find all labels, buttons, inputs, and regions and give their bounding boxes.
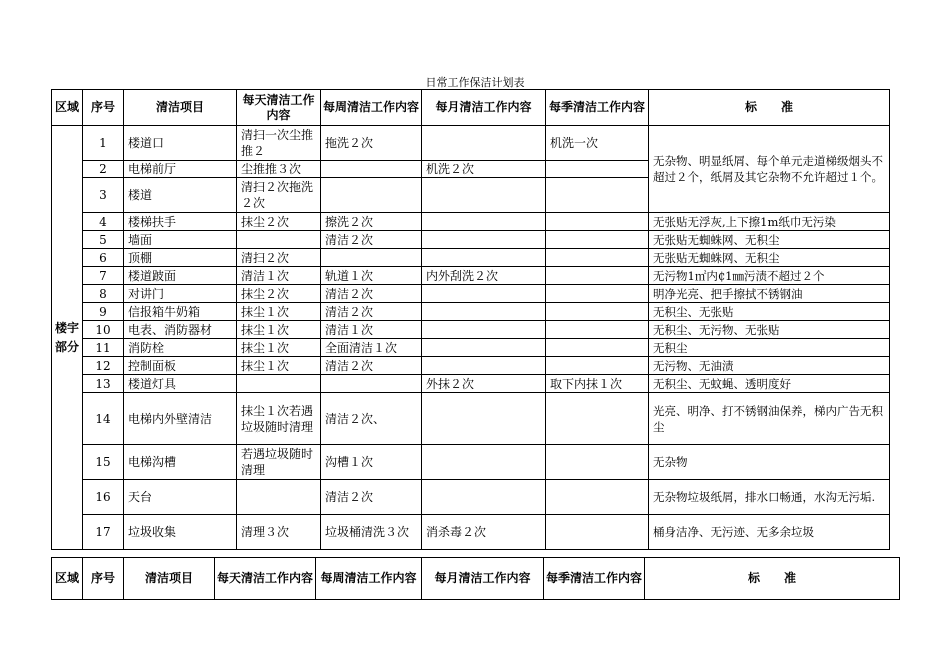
footer-header-item: 清洁项目: [124, 558, 215, 600]
seq-cell: 15: [83, 445, 124, 480]
seq-cell: 17: [83, 515, 124, 550]
monthly-cell: [422, 178, 546, 213]
monthly-cell: [422, 249, 546, 267]
seq-cell: 16: [83, 480, 124, 515]
item-cell: 对讲门: [124, 285, 237, 303]
quarterly-cell: [546, 303, 649, 321]
quarterly-cell: [546, 285, 649, 303]
seq-cell: 7: [83, 267, 124, 285]
header-standard: 标 准: [649, 90, 890, 126]
table-row: [52, 375, 890, 393]
daily-cell: 抹尘１次: [237, 303, 321, 321]
weekly-cell: 清洁２次、: [321, 393, 422, 445]
quarterly-cell: 机洗一次: [546, 126, 649, 161]
standard-cell: 无张贴无浮灰,上下擦1m纸巾无污染: [649, 213, 890, 231]
item-cell: 垃圾收集: [124, 515, 237, 550]
seq-cell: 3: [83, 178, 124, 213]
item-cell: 楼道口: [124, 126, 237, 161]
quarterly-cell: [546, 231, 649, 249]
item-cell: 消防栓: [124, 339, 237, 357]
weekly-cell: [321, 178, 422, 213]
item-cell: 电表、消防器材: [124, 321, 237, 339]
header-quarterly: 每季清洁工作内容: [546, 90, 649, 126]
daily-cell: 若遇垃圾随时清理: [237, 445, 321, 480]
standard-cell: 无张贴无蜘蛛网、无积尘: [649, 231, 890, 249]
cleaning-plan-table: [51, 89, 890, 550]
daily-cell: 尘推推３次: [237, 161, 321, 178]
footer-header-weekly: 每周清洁工作内容: [316, 558, 422, 600]
daily-cell: 清扫２次: [237, 249, 321, 267]
daily-cell: 清洁１次: [237, 267, 321, 285]
daily-cell: [237, 375, 321, 393]
daily-cell: 清扫一次尘推推２: [237, 126, 321, 161]
seq-cell: 10: [83, 321, 124, 339]
standard-cell: 无积尘、无张贴: [649, 303, 890, 321]
header-weekly: 每周清洁工作内容: [321, 90, 422, 126]
header-item: 清洁项目: [124, 90, 237, 126]
quarterly-cell: [546, 249, 649, 267]
header-daily: 每天清洁工作内容: [237, 90, 321, 126]
standard-cell: 无积尘、无蚊蝇、透明度好: [649, 375, 890, 393]
standard-cell: 光亮、明净、打不锈钢油保养，梯内广告无积尘: [649, 393, 890, 445]
monthly-cell: [422, 393, 546, 445]
weekly-cell: 全面清洁１次: [321, 339, 422, 357]
quarterly-cell: [546, 393, 649, 445]
daily-cell: 清理３次: [237, 515, 321, 550]
daily-cell: 抹尘１次: [237, 321, 321, 339]
item-cell: 楼道: [124, 178, 237, 213]
item-cell: 楼道跛面: [124, 267, 237, 285]
weekly-cell: [321, 161, 422, 178]
item-cell: 楼梯扶手: [124, 213, 237, 231]
standard-cell: 无张贴无蜘蛛网、无积尘: [649, 249, 890, 267]
table-row: [52, 393, 890, 445]
monthly-cell: [422, 321, 546, 339]
daily-cell: 抹尘１次若遇垃圾随时清理: [237, 393, 321, 445]
item-cell: 顶棚: [124, 249, 237, 267]
item-cell: 信报箱牛奶箱: [124, 303, 237, 321]
footer-header-daily: 每天清洁工作内容: [215, 558, 316, 600]
monthly-cell: [422, 480, 546, 515]
daily-cell: 抹尘２次: [237, 213, 321, 231]
footer-header-standard: 标 准: [645, 558, 900, 600]
item-cell: 天台: [124, 480, 237, 515]
monthly-cell: [422, 126, 546, 161]
seq-cell: 1: [83, 126, 124, 161]
table-row: [52, 321, 890, 339]
weekly-cell: 拖洗２次: [321, 126, 422, 161]
quarterly-cell: [546, 515, 649, 550]
quarterly-cell: [546, 480, 649, 515]
weekly-cell: 清洁２次: [321, 231, 422, 249]
daily-cell: [237, 480, 321, 515]
header-row: [52, 90, 890, 126]
weekly-cell: 清洁２次: [321, 303, 422, 321]
table-row: [52, 515, 890, 550]
standard-cell: 无杂物: [649, 445, 890, 480]
monthly-cell: [422, 213, 546, 231]
standard-cell: 无杂物、明显纸屑、每个单元走道梯级烟头不超过２个，纸屑及其它杂物不允许超过１个。: [649, 126, 890, 213]
table-row: [52, 480, 890, 515]
weekly-cell: 清洁２次: [321, 285, 422, 303]
weekly-cell: 清洁２次: [321, 480, 422, 515]
table-row: [52, 231, 890, 249]
item-cell: 电梯内外壁清洁: [124, 393, 237, 445]
footer-header-area: 区域: [52, 558, 83, 600]
table-row: [52, 249, 890, 267]
table-row: [52, 445, 890, 480]
footer-header-quarterly: 每季清洁工作内容: [544, 558, 645, 600]
monthly-cell: [422, 303, 546, 321]
item-cell: 电梯沟槽: [124, 445, 237, 480]
table-row: [52, 357, 890, 375]
standard-cell: 无杂物垃圾纸屑，排水口畅通，水沟无污垢.: [649, 480, 890, 515]
monthly-cell: [422, 285, 546, 303]
item-cell: 电梯前厅: [124, 161, 237, 178]
page-title: 日常工作保洁计划表: [425, 76, 525, 89]
monthly-cell: [422, 445, 546, 480]
item-cell: 墙面: [124, 231, 237, 249]
standard-cell: 无积尘、无污物、无张贴: [649, 321, 890, 339]
standard-cell: 无积尘: [649, 339, 890, 357]
table-row: [52, 285, 890, 303]
weekly-cell: 擦洗２次: [321, 213, 422, 231]
table-row: [52, 126, 890, 161]
footer-header-monthly: 每月清洁工作内容: [422, 558, 544, 600]
quarterly-cell: [546, 213, 649, 231]
daily-cell: 抹尘２次: [237, 285, 321, 303]
header-monthly: 每月清洁工作内容: [422, 90, 546, 126]
quarterly-cell: [546, 321, 649, 339]
item-cell: 控制面板: [124, 357, 237, 375]
monthly-cell: [422, 339, 546, 357]
seq-cell: 12: [83, 357, 124, 375]
quarterly-cell: [546, 445, 649, 480]
seq-cell: 14: [83, 393, 124, 445]
standard-cell: 无污物1㎡内₵1㎜污渍不超过２个: [649, 267, 890, 285]
daily-cell: [237, 231, 321, 249]
table-row: [52, 267, 890, 285]
seq-cell: 11: [83, 339, 124, 357]
weekly-cell: 清洁２次: [321, 357, 422, 375]
quarterly-cell: [546, 267, 649, 285]
table-row: [52, 213, 890, 231]
weekly-cell: 沟槽１次: [321, 445, 422, 480]
table-row: [52, 303, 890, 321]
weekly-cell: [321, 375, 422, 393]
monthly-cell: 外抹２次: [422, 375, 546, 393]
standard-cell: 桶身洁净、无污迹、无多余垃圾: [649, 515, 890, 550]
seq-cell: 6: [83, 249, 124, 267]
daily-cell: 清扫２次拖洗２次: [237, 178, 321, 213]
monthly-cell: [422, 231, 546, 249]
seq-cell: 9: [83, 303, 124, 321]
quarterly-cell: [546, 357, 649, 375]
standard-cell: 明净光亮、把手擦拭不锈钢油: [649, 285, 890, 303]
footer-header-table: [51, 557, 900, 600]
footer-header-row: [52, 558, 900, 600]
quarterly-cell: [546, 161, 649, 178]
seq-cell: 13: [83, 375, 124, 393]
item-cell: 楼道灯具: [124, 375, 237, 393]
seq-cell: 4: [83, 213, 124, 231]
monthly-cell: [422, 357, 546, 375]
monthly-cell: 消杀毒２次: [422, 515, 546, 550]
footer-header-seq: 序号: [83, 558, 124, 600]
seq-cell: 2: [83, 161, 124, 178]
table-row: [52, 339, 890, 357]
header-seq: 序号: [83, 90, 124, 126]
monthly-cell: 机洗２次: [422, 161, 546, 178]
quarterly-cell: [546, 339, 649, 357]
header-area: 区域: [52, 90, 83, 126]
standard-cell: 无污物、无油渍: [649, 357, 890, 375]
daily-cell: 抹尘１次: [237, 339, 321, 357]
seq-cell: 8: [83, 285, 124, 303]
quarterly-cell: [546, 178, 649, 213]
quarterly-cell: 取下内抹１次: [546, 375, 649, 393]
daily-cell: 抹尘１次: [237, 357, 321, 375]
weekly-cell: 垃圾桶清洗３次: [321, 515, 422, 550]
weekly-cell: 轨道１次: [321, 267, 422, 285]
area-cell: 楼宇部分: [52, 126, 83, 550]
monthly-cell: 内外刮洗２次: [422, 267, 546, 285]
weekly-cell: 清洁１次: [321, 321, 422, 339]
seq-cell: 5: [83, 231, 124, 249]
weekly-cell: [321, 249, 422, 267]
